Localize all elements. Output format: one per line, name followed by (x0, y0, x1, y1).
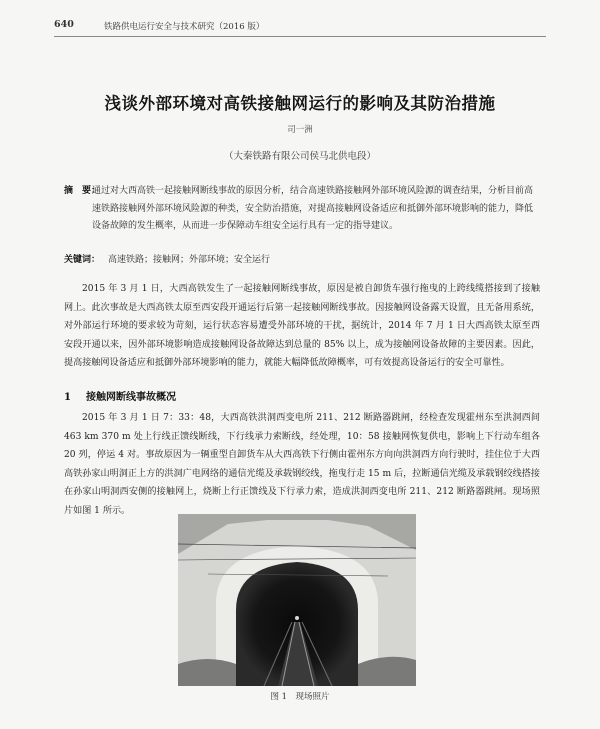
abstract-label: 摘 要： (64, 186, 101, 196)
section-title: 接触网断线事故概况 (86, 392, 176, 403)
keywords-text: 高速铁路；接触网；外部环境；安全运行 (108, 255, 271, 265)
article-title: 浅谈外部环境对高铁接触网运行的影响及其防治措施 (104, 94, 496, 113)
section-paragraph: 2015 年 3 月 1 日 7：33：48，大西高铁洪洞西变电所 211、212 断路器跳闸，经检查发现霍州东至洪洞西间 463 km 370 m 处上行线正馈线断线，下行线承力索断线，经处理，10：58 接触网恢复供电，影响上下行动车组各 20 列，停运 4 对。事故原因为一辆重型自卸货车从大西高铁下行侧由霍州东方向向洪洞西方向行驶时，挂住位于大西高铁孙家山明洞正上方的洪洞广电网络的通信光缆及承载钢绞线，拖曳行走 15 m 后，拉断通信光缆及承载钢绞线搭接在孙家山明洞西安侧的接触网上，烧断上行正馈线及下行承力索，造成洪洞西变电所 211、212 断路器跳闸。现场照片如图 1 所示。 (64, 413, 540, 516)
abstract-text: 通过对大西高铁一起接触网断线事故的原因分析，结合高速铁路接触网外部环境风险源的调查结果，分析目前高速铁路接触网外部环境风险源的种类，安全防治措施，对提高接触网设备适应和抵御外部环境影响的能力，降低设备故障的发生概率，从而进一步保障动车组安全运行具有一定的指导建议。 (92, 186, 534, 231)
journal-title: 铁路供电运行安全与技术研究（2016 版） (104, 22, 265, 32)
figure-caption: 图 1 现场照片 (270, 692, 330, 702)
abstract-block (64, 183, 540, 236)
section-number: 1 (64, 392, 71, 403)
section-heading (64, 388, 176, 403)
site-photo (178, 514, 416, 686)
intro-paragraph: 2015 年 3 月 1 日，大西高铁发生了一起接触网断线事故，原因是被自卸货车强行拖曳的上跨线缆搭接到了接触网上。此次事故是大西高铁太原至西安段开通运行后第一起接触网断线事故。因接触网设备露天设置，且无备用系统，对外部运行环境的要求较为苛刻，运行状态容易遭受外部环境的干扰，据统计，2014 年 7 月 1 日大西高铁太原至西安段开通以来，因外部环境影响造成接触网设备故障达到总量的 85% 以上，成为接触网设备故障的主要因素。因此，提高接触网设备适应和抵御外部环境影响的能力，就能大幅降低故障概率，可有效提高设备运行的安全可靠性。 (64, 284, 540, 368)
header-rule (54, 36, 546, 37)
keywords-block (64, 252, 540, 265)
author-name: 司一洲 (287, 125, 313, 135)
tunnel-photo-illustration (178, 514, 416, 686)
keywords-label: 关键词： (64, 255, 101, 265)
page-number: 640 (54, 19, 74, 30)
author-affiliation: （大秦铁路有限公司侯马北供电段） (223, 151, 376, 162)
